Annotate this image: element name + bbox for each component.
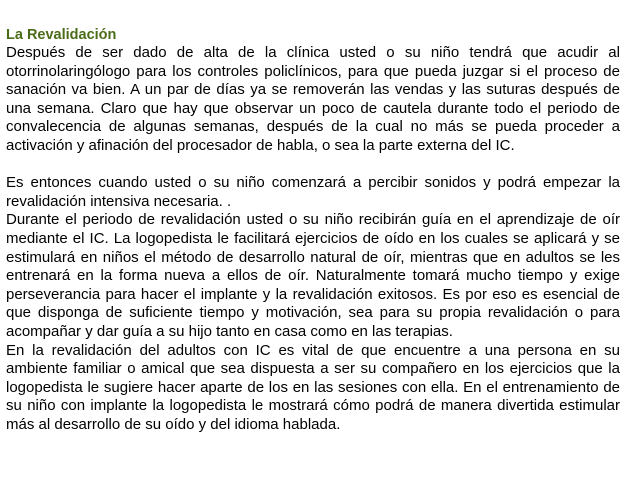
paragraph-spacer xyxy=(6,156,620,175)
paragraph-postoperative-care: Después de ser dado de alta de la clínica usted o su niño tendrá que acudir al otorrinolaringólogo para los controles policlínicos, para que pueda juzgar si el proceso de sanación va bien. A un par de días ya se removerán las vendas y las suturas después de una semana. Claro que hay que observar un poco de cautela durante todo el periodo de convalecencia de algunas semanas, después de la cual no más se pueda proceder a activación y afinación del procesador de habla, o sea la parte externa del IC. xyxy=(6,44,620,154)
article xyxy=(6,26,620,434)
paragraph-adult-rehabilitation: En la revalidación del adultos con IC es vital de que encuentre a una persona en su ambiente familiar o amical que sea dispuesta a ser su compañero en los ejercicios que la logopedista le sugiere hacer aparte de los en las sesiones con ella. En el entrenamiento de su niño con implante la logopedista le mostrará cómo podrá de manera divertida estimular más al desarrollo de su oído y del idioma hablada. xyxy=(6,341,620,433)
article-title: La Revalidación xyxy=(6,27,117,43)
paragraph-rehabilitation-period: Durante el periodo de revalidación usted o su niño recibirán guía en el aprendizaje de oír mediante el IC. La logopedista le facilitará ejercicios de oído en los cuales se aplicará y se estimulará en niños el método de desarrollo natural de oír, mientras que en adultos se les entrenará en la forma nueva a ellos de oír. Naturalmente tomará mucho tiempo y exige perseverancia para hacer el implante y la revalidación exitosos. Es por eso es esencial de que disponga de suficiente tiempo y motivación, sea para su propia revalidación o para acompañar y dar guía a su hijo tanto en casa como en las terapias. xyxy=(6,211,620,340)
paragraph-start-rehabilitation: Es entonces cuando usted o su niño comenzará a percibir sonidos y podrá empezar la revalidación intensiva necesaria. . xyxy=(6,174,620,210)
